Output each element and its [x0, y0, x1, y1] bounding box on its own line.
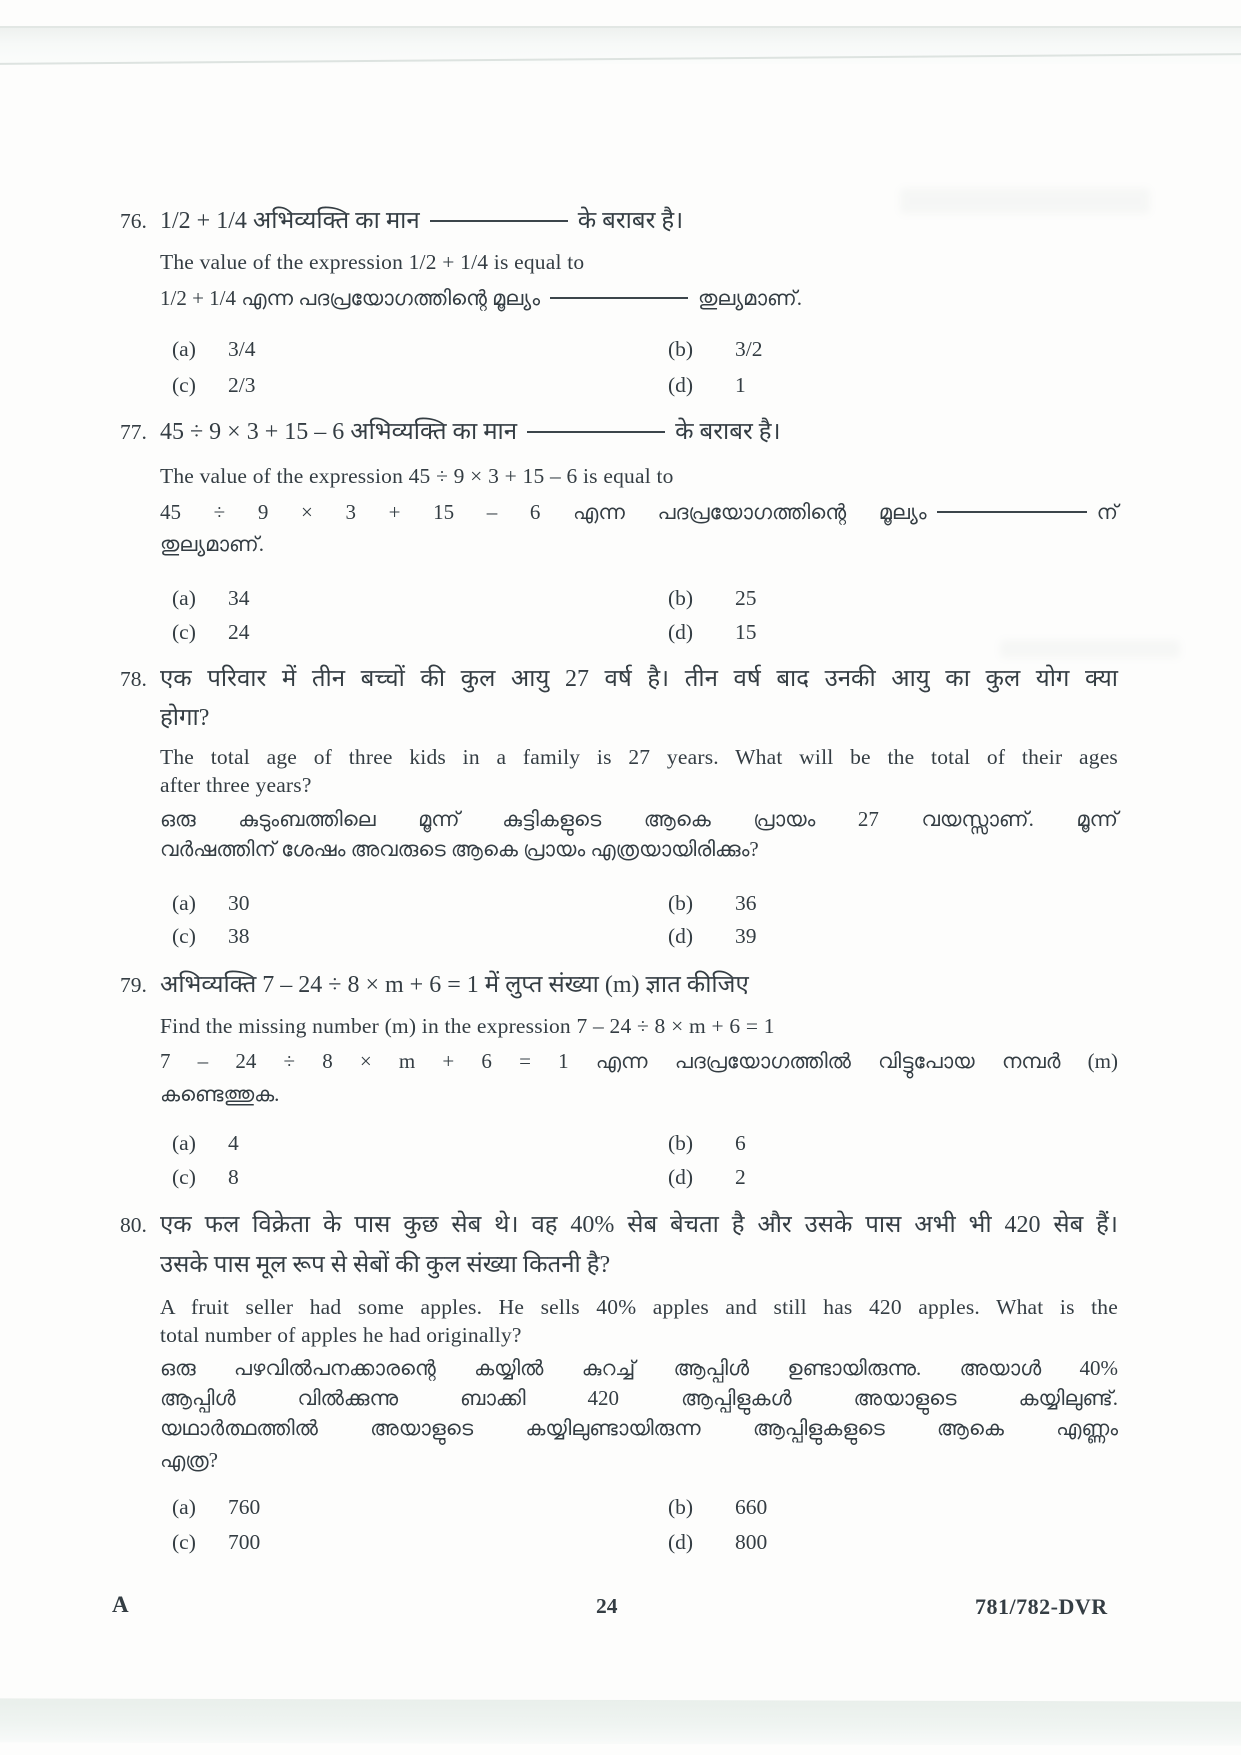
scan-artifact-bleedthrough [1000, 640, 1180, 658]
question-text-malayalam: ഒരു കുടുംബത്തിലെ മൂന്ന് കുട്ടികളുടെ ആകെ പ്രായം 27 വയസ്സാണ്. മൂന്ന് [160, 807, 1118, 831]
option-value-a: 760 [228, 1495, 261, 1519]
option-value-d: 2 [735, 1165, 746, 1189]
question-text-hindi: एक परिवार में तीन बच्चों की कुल आयु 27 वर्ष है। तीन वर्ष बाद उनकी आयु का कुल योग क्या [160, 666, 1118, 692]
option-value-b: 3/2 [735, 337, 763, 361]
footer-set-code: A [112, 1592, 129, 1617]
option-letter-b: (b) [668, 1131, 694, 1155]
option-value-b: 25 [735, 586, 757, 610]
fill-in-blank-line [430, 220, 568, 222]
option-letter-c: (c) [172, 1165, 196, 1189]
question-text-english: A fruit seller had some apples. He sells 40% apples and still has 420 apples. What is the [160, 1295, 1118, 1319]
scan-artifact-bottom-band [0, 1698, 1241, 1745]
question-text-english: The value of the expression 45 ÷ 9 × 3 + 15 – 6 is equal to [160, 464, 674, 488]
option-value-c: 24 [228, 620, 250, 644]
option-letter-c: (c) [172, 373, 196, 397]
option-letter-a: (a) [172, 337, 196, 361]
question-number: 77. [120, 420, 147, 444]
question-text-hindi: एक फल विक्रेता के पास कुछ सेब थे। वह 40% सेब बेचता है और उसके पास अभी भी 420 सेब हैं। [160, 1212, 1118, 1238]
option-value-c: 8 [228, 1165, 239, 1189]
question-text-english: Find the missing number (m) in the expression 7 – 24 ÷ 8 × m + 6 = 1 [160, 1014, 775, 1038]
question-number: 79. [120, 973, 147, 997]
option-value-d: 800 [735, 1530, 768, 1554]
option-letter-b: (b) [668, 891, 694, 915]
question-number: 78. [120, 667, 147, 691]
question-text-hindi: उसके पास मूल रूप से सेबों की कुल संख्या कितनी है? [160, 1252, 611, 1278]
question-number: 80. [120, 1213, 147, 1237]
question-text-english: The total age of three kids in a family is 27 years. What will be the total of their ages [160, 745, 1118, 769]
option-letter-c: (c) [172, 924, 196, 948]
option-value-c: 2/3 [228, 373, 256, 397]
option-value-a: 34 [228, 586, 250, 610]
question-text-malayalam [160, 499, 1118, 526]
malayalam-text: 45 ÷ 9 × 3 + 15 – 6 എന്ന പദപ്രയോഗത്തിന്റെ മൂല്യം [160, 500, 927, 524]
option-value-b: 6 [735, 1131, 746, 1155]
option-letter-b: (b) [668, 337, 694, 361]
question-text-malayalam: ഒരു പഴവിൽപനക്കാരന്റെ കയ്യിൽ കുറച്ച് ആപ്പിൾ ഉണ്ടായിരുന്നു. അയാൾ 40% [160, 1356, 1118, 1380]
malayalam-text: തുല്യമാണ്. [698, 286, 802, 310]
option-letter-c: (c) [172, 620, 196, 644]
hindi-text: के बराबर है। [577, 208, 684, 234]
option-letter-d: (d) [668, 1530, 694, 1554]
question-text-hindi [160, 417, 1118, 447]
option-letter-a: (a) [172, 891, 196, 915]
option-value-a: 4 [228, 1131, 239, 1155]
option-value-c: 38 [228, 924, 250, 948]
hindi-text: के बराबर है। [675, 419, 781, 445]
fill-in-blank-line [937, 511, 1087, 513]
question-text-malayalam: വർഷത്തിന് ശേഷം അവരുടെ ആകെ പ്രായം എത്രയായിരിക്കും? [160, 837, 759, 861]
question-text-malayalam: യഥാർത്ഥത്തിൽ അയാളുടെ കയ്യിലുണ്ടായിരുന്ന ആപ്പിളുകളുടെ ആകെ എണ്ണം [160, 1416, 1118, 1440]
footer-paper-code: 781/782-DVR [975, 1594, 1108, 1619]
option-value-d: 15 [735, 620, 757, 644]
question-text-hindi: होगा? [160, 705, 210, 731]
question-text-malayalam: എത്ര? [160, 1448, 218, 1472]
option-value-b: 36 [735, 891, 757, 915]
option-value-d: 1 [735, 373, 746, 397]
option-letter-d: (d) [668, 924, 694, 948]
hindi-text: 1/2 + 1/4 अभिव्यक्ति का मान [160, 208, 420, 234]
option-value-d: 39 [735, 924, 757, 948]
fill-in-blank-line [527, 431, 665, 433]
option-letter-d: (d) [668, 1165, 694, 1189]
question-text-malayalam: കണ്ടെത്തുക. [160, 1082, 280, 1106]
option-letter-d: (d) [668, 620, 694, 644]
hindi-text: 45 ÷ 9 × 3 + 15 – 6 अभिव्यक्ति का मान [160, 419, 518, 445]
question-text-english: The value of the expression 1/2 + 1/4 is equal to [160, 250, 585, 274]
footer-page-number: 24 [596, 1594, 618, 1618]
question-text-malayalam [160, 285, 1118, 312]
question-text-malayalam: തുല്യമാണ്. [160, 532, 264, 556]
question-text-malayalam: 7 – 24 ÷ 8 × m + 6 = 1 എന്ന പദപ്രയോഗത്തിൽ വിട്ടുപോയ നമ്പർ (m) [160, 1049, 1118, 1073]
option-letter-c: (c) [172, 1530, 196, 1554]
question-text-malayalam: ആപ്പിൾ വിൽക്കുന്നു ബാക്കി 420 ആപ്പിളുകൾ അയാളുടെ കയ്യിലുണ്ട്. [160, 1386, 1118, 1410]
option-letter-b: (b) [668, 586, 694, 610]
option-letter-a: (a) [172, 1131, 196, 1155]
malayalam-text: 1/2 + 1/4 എന്ന പദപ്രയോഗത്തിന്റെ മൂല്യം [160, 286, 541, 310]
fill-in-blank-line [550, 297, 688, 299]
option-value-a: 30 [228, 891, 250, 915]
option-letter-a: (a) [172, 1495, 196, 1519]
option-letter-b: (b) [668, 1495, 694, 1519]
question-number: 76. [120, 209, 147, 233]
question-text-hindi [160, 206, 1118, 236]
option-value-b: 660 [735, 1495, 768, 1519]
option-letter-d: (d) [668, 373, 694, 397]
malayalam-text: ന് [1096, 500, 1118, 524]
question-text-english: after three years? [160, 773, 312, 797]
option-value-a: 3/4 [228, 337, 256, 361]
option-value-c: 700 [228, 1530, 261, 1554]
question-text-hindi: अभिव्यक्ति 7 – 24 ÷ 8 × m + 6 = 1 में लुप्त संख्या (m) ज्ञात कीजिए [160, 972, 749, 998]
option-letter-a: (a) [172, 586, 196, 610]
question-text-english: total number of apples he had originally? [160, 1323, 522, 1347]
